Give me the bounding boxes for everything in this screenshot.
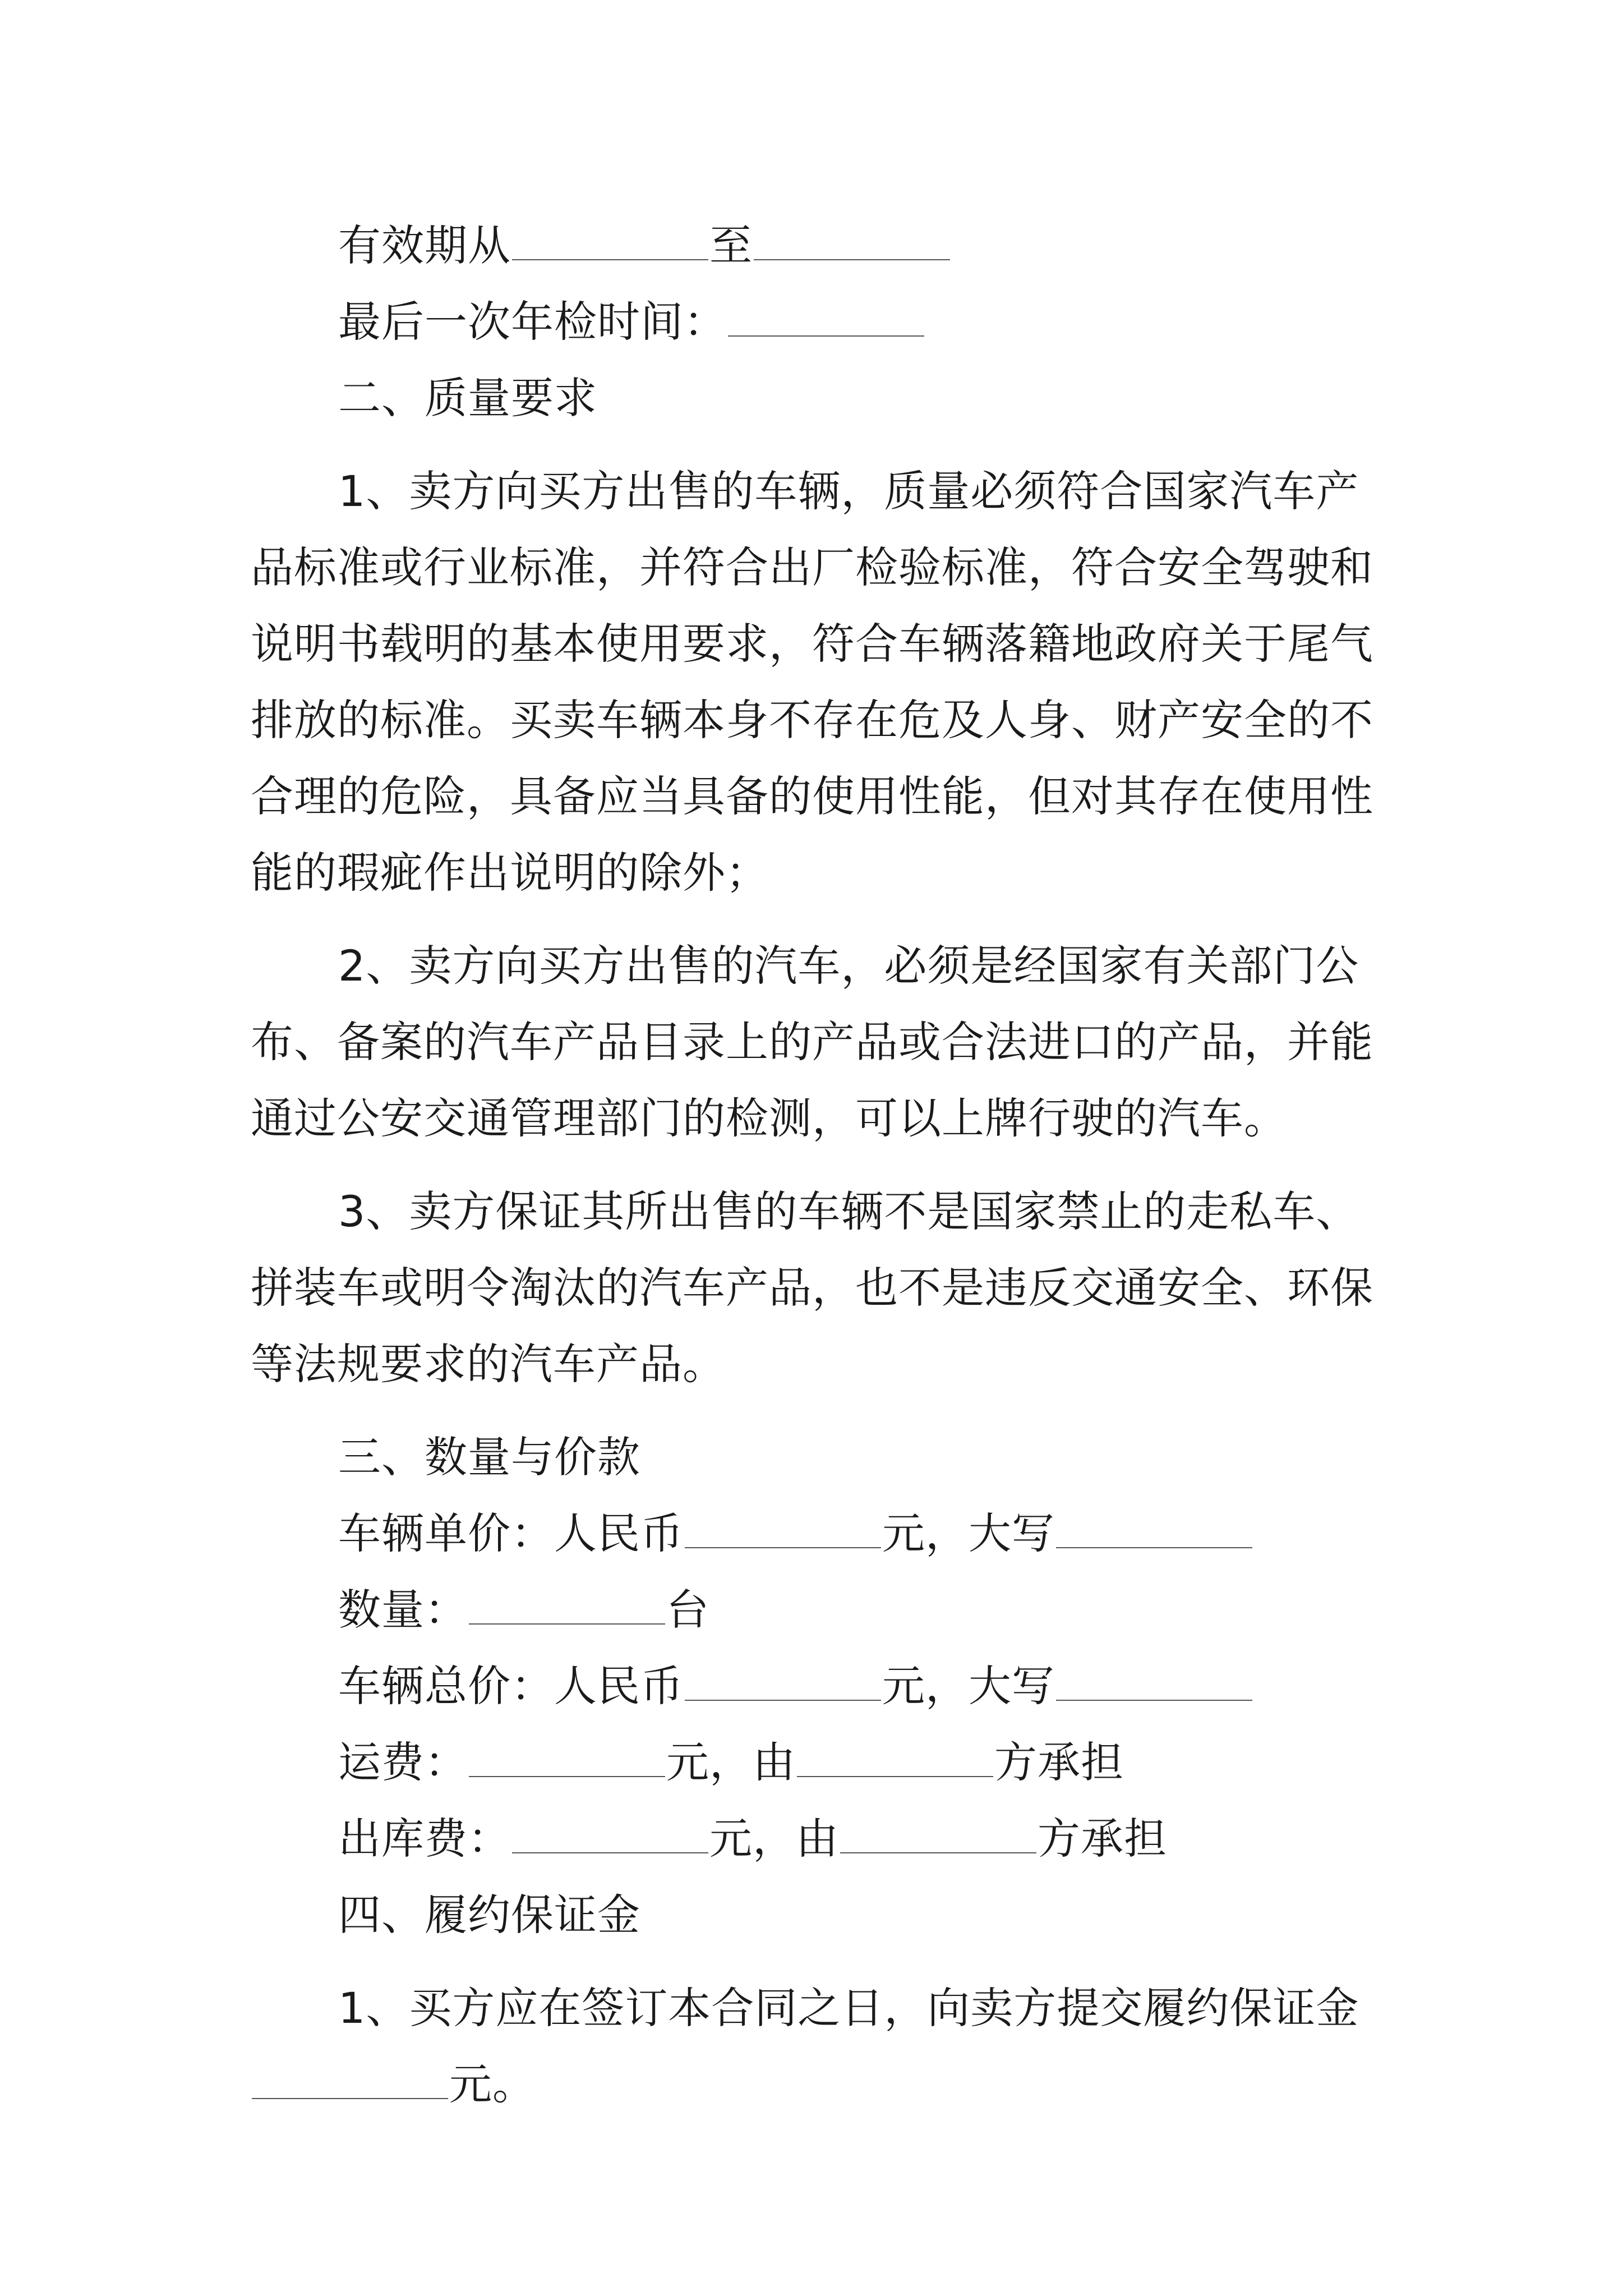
validity-line [251, 208, 1384, 284]
bond-item1-line2 [251, 2046, 1384, 2123]
outbound-fee-end: 方承担 [1038, 1814, 1167, 1864]
quality-item1-line4: 排放的标准。买卖车辆本身不存在危及人身、财产安全的不 [251, 695, 1373, 745]
total-price-line [251, 1648, 1384, 1724]
freight-party-blank [797, 1737, 993, 1777]
last-inspection-label: 最后一次年检时间： [338, 297, 727, 347]
section-heading-quantity-price: 三、数量与价款 [338, 1432, 640, 1482]
quality-item1-line6: 能的瑕疵作出说明的除外； [251, 848, 769, 898]
last-inspection-blank [728, 296, 924, 337]
quality-item2-line3: 通过公安交通管理部门的检测，可以上牌行驶的汽车。 [251, 1093, 1287, 1143]
quality-item3-line2: 拼装车或明令淘汰的汽车产品，也不是违反交通安全、环保 [251, 1263, 1373, 1313]
section-heading-performance-bond: 四、履约保证金 [338, 1890, 640, 1940]
quality-item2-line1: 2、卖方向买方出售的汽车，必须是经国家有关部门公 [338, 941, 1359, 991]
unit-price-unit: 元，大写 [882, 1508, 1055, 1558]
freight-amount-blank [469, 1737, 665, 1777]
quality-item1-line3: 说明书载明的基本使用要求，符合车辆落籍地政府关于尾气 [251, 619, 1373, 669]
total-price-unit: 元，大写 [882, 1661, 1055, 1711]
bond-amount-blank [252, 2059, 448, 2099]
freight-label: 运费： [338, 1737, 468, 1787]
total-price-amount-blank [685, 1660, 881, 1701]
quality-item3-line1: 3、卖方保证其所出售的车辆不是国家禁止的走私车、 [338, 1186, 1359, 1236]
validity-from-label: 有效期从 [338, 220, 511, 270]
quantity-line [251, 1572, 1384, 1648]
quantity-blank [469, 1584, 665, 1625]
quantity-unit: 台 [666, 1585, 709, 1635]
quality-item1-line5: 合理的危险，具备应当具备的使用性能，但对其存在使用性 [251, 771, 1373, 821]
unit-price-amount-blank [685, 1508, 881, 1548]
section-heading-quality: 二、质量要求 [338, 373, 597, 423]
contract-page [251, 208, 1384, 2123]
quantity-label: 数量： [338, 1585, 468, 1635]
total-price-uppercase-blank [1056, 1660, 1252, 1701]
validity-to-blank [754, 220, 950, 260]
quality-item1-line2: 品标准或行业标准，并符合出厂检验标准，符合安全驾驶和 [251, 542, 1373, 592]
freight-mid: 元，由 [666, 1737, 796, 1787]
freight-end: 方承担 [994, 1737, 1124, 1787]
validity-from-blank [512, 220, 708, 260]
quality-item1-line1: 1、卖方向买方出售的车辆，质量必须符合国家汽车产 [338, 466, 1359, 516]
quality-item3-line3: 等法规要求的汽车产品。 [251, 1339, 726, 1389]
outbound-fee-party-blank [840, 1813, 1036, 1853]
outbound-fee-mid: 元，由 [709, 1814, 839, 1864]
outbound-fee-amount-blank [512, 1813, 708, 1853]
bond-item1-line1: 1、买方应在签订本合同之日，向卖方提交履约保证金 [338, 1983, 1359, 2033]
unit-price-uppercase-blank [1056, 1508, 1252, 1548]
outbound-fee-line [251, 1801, 1384, 1877]
total-price-label: 车辆总价：人民币 [338, 1661, 684, 1711]
outbound-fee-label: 出库费： [338, 1814, 511, 1864]
bond-amount-unit: 元。 [449, 2059, 536, 2109]
unit-price-line [251, 1496, 1384, 1572]
freight-line [251, 1724, 1384, 1801]
unit-price-label: 车辆单价：人民币 [338, 1508, 684, 1558]
quality-item2-line2: 布、备案的汽车产品目录上的产品或合法进口的产品，并能 [251, 1017, 1373, 1067]
validity-to-label: 至 [709, 220, 753, 270]
last-inspection-line [251, 284, 1384, 360]
